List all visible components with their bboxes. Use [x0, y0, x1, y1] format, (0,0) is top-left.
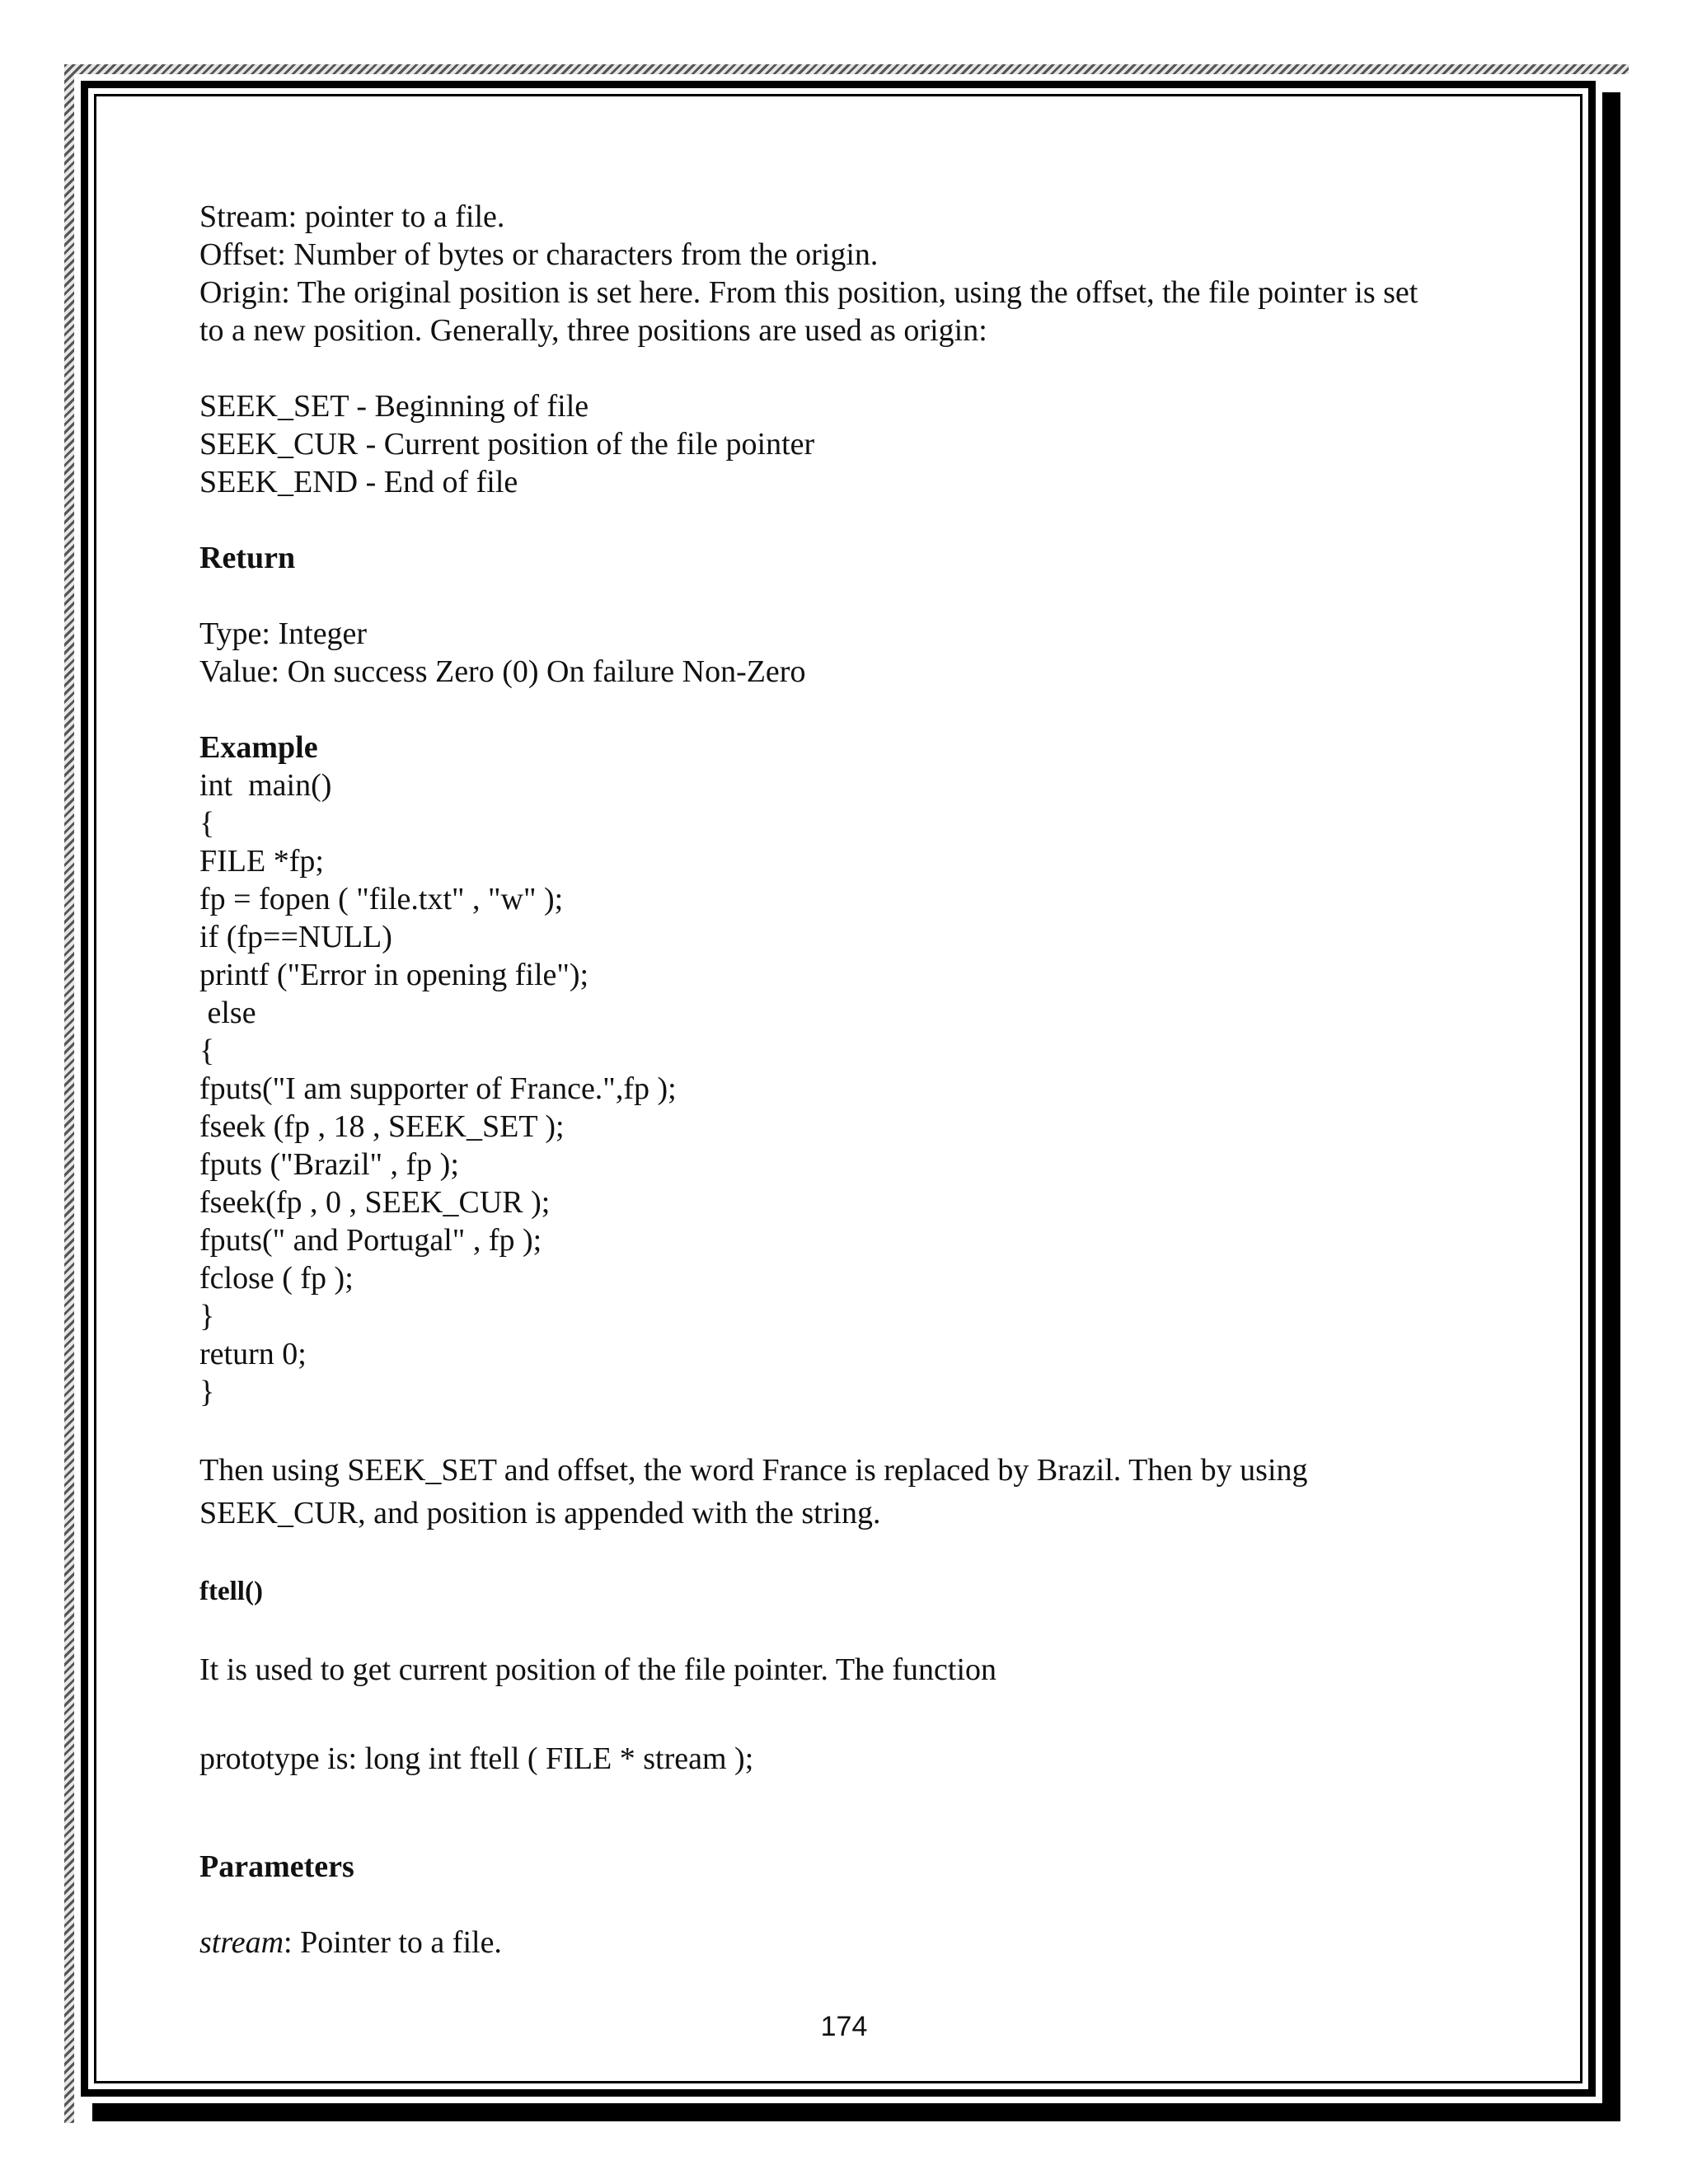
code-line: {	[199, 1033, 215, 1068]
example-heading: Example	[199, 730, 318, 765]
return-line: Type: Integer	[199, 616, 368, 651]
code-line: if (fp==NULL)	[199, 920, 392, 954]
code-example	[199, 766, 1535, 1411]
ftell-prototype: prototype is: long int ftell ( FILE * stream );	[199, 1741, 754, 1776]
page-frame-shadow-right	[1602, 92, 1620, 2120]
return-line: Value: On success Zero (0) On failure Non-Zero	[199, 654, 806, 689]
page-number: 174	[820, 2011, 868, 2042]
code-line: fp = fopen ( "file.txt" , "w" );	[199, 882, 564, 916]
definition-line: to a new position. Generally, three positions are used as origin:	[199, 313, 987, 348]
code-line: fseek(fp , 0 , SEEK_CUR );	[199, 1185, 551, 1220]
definition-line: Offset: Number of bytes or characters from the origin.	[199, 237, 879, 272]
decorative-border-hatch-top	[64, 64, 1629, 74]
origin-item: SEEK_END - End of file	[199, 465, 518, 499]
code-line: int main()	[199, 768, 332, 803]
code-line: fputs(" and Portugal" , fp );	[199, 1223, 542, 1258]
code-line: }	[199, 1375, 215, 1409]
page-frame-shadow-bottom	[92, 2103, 1620, 2121]
code-line: printf ("Error in opening file");	[199, 958, 589, 992]
explanation-paragraph	[199, 1449, 1535, 1535]
code-line: return 0;	[199, 1337, 307, 1371]
origin-item: SEEK_SET - Beginning of file	[199, 389, 589, 424]
explanation-line: SEEK_CUR, and position is appended with the string.	[199, 1496, 881, 1530]
ftell-heading: ftell()	[199, 1577, 263, 1606]
code-line: else	[199, 996, 256, 1030]
code-line: fputs ("Brazil" , fp );	[199, 1147, 459, 1182]
code-line: }	[199, 1299, 215, 1333]
parameter-name: stream	[199, 1925, 284, 1960]
parameter-text: : Pointer to a file.	[284, 1925, 502, 1960]
origin-item: SEEK_CUR - Current position of the file pointer	[199, 427, 815, 462]
definitions-block	[199, 198, 1535, 349]
code-line: FILE *fp;	[199, 844, 324, 879]
origins-list	[199, 387, 1535, 501]
code-line: {	[199, 806, 215, 841]
page-content	[199, 198, 1535, 1961]
definition-line: Stream: pointer to a file.	[199, 199, 505, 234]
parameter-description	[199, 1924, 1535, 1961]
ftell-description: It is used to get current position of the file pointer. The function	[199, 1652, 997, 1687]
decorative-border-hatch-left	[64, 64, 74, 2123]
return-heading: Return	[199, 541, 296, 575]
code-line: fseek (fp , 18 , SEEK_SET );	[199, 1109, 565, 1144]
parameters-heading: Parameters	[199, 1849, 354, 1884]
code-line: fputs("I am supporter of France.",fp );	[199, 1071, 677, 1106]
explanation-line: Then using SEEK_SET and offset, the word France is replaced by Brazil. Then by using	[199, 1453, 1308, 1488]
definition-line: Origin: The original position is set here. From this position, using the offset, the file pointer is set	[199, 275, 1418, 310]
code-line: fclose ( fp );	[199, 1261, 354, 1296]
return-block	[199, 615, 1535, 691]
